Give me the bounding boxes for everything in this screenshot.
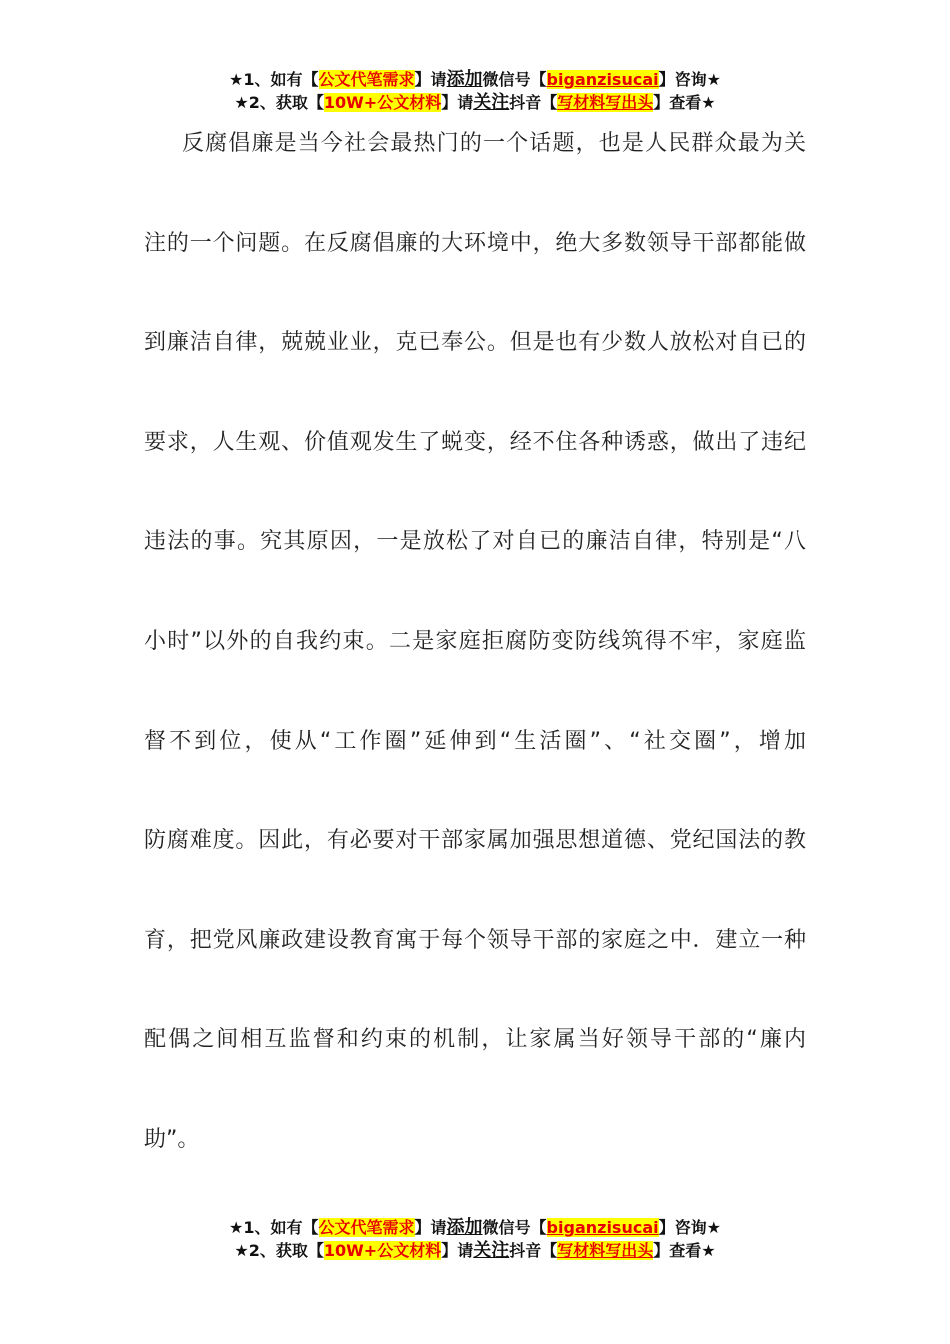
text-line: 要求，人生观、价值观发生了蜕变，经不住各种诱惑，做出了违纪 <box>144 429 806 455</box>
promo-text: 】查看★ <box>653 93 716 112</box>
promo-text: 】查看★ <box>653 1241 716 1260</box>
text-line: 违法的事。究其原因，一是放松了对自已的廉洁自律，特别是“八 <box>144 529 806 555</box>
text-line: 配偶之间相互监督和约束的机制，让家属当好领导干部的“廉内 <box>144 1027 806 1053</box>
highlight-ghostwriting: 公文代笔需求 <box>318 1218 415 1237</box>
wechat-id[interactable]: biganzisucai <box>546 70 659 89</box>
promo-line-1 <box>0 68 950 91</box>
promo-text: 】请 <box>414 1218 447 1237</box>
promo-footer <box>0 1216 950 1262</box>
promo-emphasis: 关注 <box>473 1240 510 1261</box>
article-body <box>144 120 806 1216</box>
promo-line-2 <box>0 91 950 114</box>
promo-text: 】请 <box>441 93 474 112</box>
douyin-account[interactable]: 写材料写出头 <box>557 1241 654 1260</box>
promo-text: 微信号【 <box>482 1218 547 1237</box>
promo-text: ★2、获取【 <box>234 1241 324 1260</box>
promo-line-2 <box>0 1239 950 1262</box>
promo-line-1 <box>0 1216 950 1239</box>
promo-text: 抖音【 <box>509 1241 558 1260</box>
text-line: 育，把党风廉政建设教育寓于每个领导干部的家庭之中．建立一种 <box>144 927 806 953</box>
text-line: 督不到位，使从“工作圈”延伸到“生活圈”、“社交圈”，增加 <box>144 728 806 754</box>
text-line: 助”。 <box>144 1126 200 1152</box>
text-line: 防腐难度。因此，有必要对干部家属加强思想道德、党纪国法的教 <box>144 828 806 854</box>
promo-text: 】咨询★ <box>658 1218 721 1237</box>
promo-emphasis: 添加 <box>446 69 483 90</box>
wechat-id[interactable]: biganzisucai <box>546 1218 659 1237</box>
promo-text: ★2、获取【 <box>234 93 324 112</box>
promo-text: 】请 <box>414 70 447 89</box>
promo-text: ★1、如有【 <box>229 1218 319 1237</box>
highlight-ghostwriting: 公文代笔需求 <box>318 70 415 89</box>
promo-text: ★1、如有【 <box>229 70 319 89</box>
promo-text: 】咨询★ <box>658 70 721 89</box>
text-line: 到廉洁自律，兢兢业业，克已奉公。但是也有少数人放松对自已的 <box>144 330 806 356</box>
text-line: 注的一个问题。在反腐倡廉的大环境中，绝大多数领导干部都能做 <box>144 230 806 256</box>
promo-emphasis: 添加 <box>446 1217 483 1238</box>
article-paragraph <box>144 120 806 1216</box>
promo-text: 微信号【 <box>482 70 547 89</box>
douyin-account[interactable]: 写材料写出头 <box>557 93 654 112</box>
text-line: 小时”以外的自我约束。二是家庭拒腐防变防线筑得不牢，家庭监 <box>144 628 806 654</box>
promo-text: 】请 <box>441 1241 474 1260</box>
promo-text: 抖音【 <box>509 93 558 112</box>
promo-emphasis: 关注 <box>473 92 510 113</box>
text-line: 反腐倡廉是当今社会最热门的一个话题，也是人民群众最为关 <box>182 131 806 156</box>
highlight-materials: 10W+公文材料 <box>323 1241 442 1260</box>
promo-header <box>0 68 950 114</box>
highlight-materials: 10W+公文材料 <box>323 93 442 112</box>
